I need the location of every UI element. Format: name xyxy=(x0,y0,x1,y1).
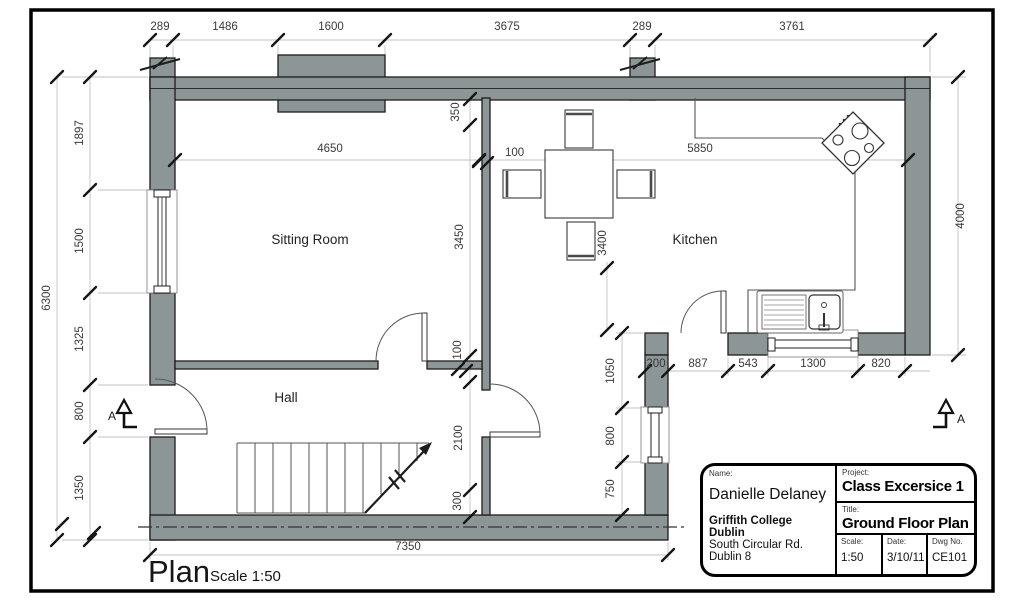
plan-caption: Plan xyxy=(148,554,211,589)
dim-left-3: 800 xyxy=(74,401,86,421)
date-cell xyxy=(883,535,928,574)
sink-icon xyxy=(757,291,843,333)
dim-kitchen-depth: 3400 xyxy=(597,230,609,256)
dim-left-2: 1325 xyxy=(74,326,86,352)
dim-left-0: 1897 xyxy=(74,120,86,146)
plan-caption-scale: Scale 1:50 xyxy=(210,568,281,585)
address-line-1: South Circular Rd. xyxy=(709,539,803,551)
dim-right-overall: 4000 xyxy=(955,203,967,229)
scale-label: Scale: xyxy=(841,537,864,546)
chair-right xyxy=(617,170,655,198)
dim-wall-offset: 350 xyxy=(450,102,462,122)
dim-left-4: 1350 xyxy=(74,475,86,501)
chair-top xyxy=(565,110,593,148)
dim-kbottom-3: 1300 xyxy=(800,358,826,370)
dwg-no-label: Dwg No. xyxy=(932,537,963,546)
title-label: Title: xyxy=(842,505,860,514)
wall-kitchen-west-2 xyxy=(645,462,668,515)
project-cell xyxy=(837,466,974,503)
dim-hall-depth: 2100 xyxy=(453,425,465,451)
dim-sitting-width: 4650 xyxy=(317,143,343,155)
author-name: Danielle Delaney xyxy=(709,486,827,503)
partition-vertical-2 xyxy=(482,437,490,515)
project-name: Class Excersice 1 xyxy=(842,478,964,495)
dim-left-overall: 6300 xyxy=(41,285,53,311)
wall-left-1 xyxy=(150,77,175,190)
date-value: 3/10/11 xyxy=(887,552,925,564)
dim-kitchen-width: 5850 xyxy=(687,143,713,155)
dim-kside-1: 800 xyxy=(605,426,617,446)
window-sitting-room xyxy=(147,190,177,293)
chair-left xyxy=(503,170,541,198)
dining-table xyxy=(545,150,613,218)
dim-wall-thickness-top: 100 xyxy=(505,147,525,159)
title-block-name-cell xyxy=(703,466,837,574)
title-cell xyxy=(837,503,974,535)
wall-kitchen-bottom-3 xyxy=(858,333,905,355)
wall-kitchen-bottom-1 xyxy=(645,333,668,355)
wall-kitchen-bottom-2 xyxy=(728,333,768,355)
name-label: Name: xyxy=(709,469,733,478)
dim-kbottom-4: 820 xyxy=(871,358,891,370)
dwg-no-cell xyxy=(928,535,974,574)
room-label-sitting: Sitting Room xyxy=(271,232,349,247)
title-block xyxy=(700,463,977,577)
room-label-hall: Hall xyxy=(274,390,298,405)
dim-wall-thickness-mid: 100 xyxy=(452,340,464,360)
dim-kside-2: 750 xyxy=(605,479,617,499)
section-marker-right-label: A xyxy=(956,412,966,426)
title-block-bottom-row xyxy=(837,535,974,574)
drawing-title: Ground Floor Plan xyxy=(842,515,969,532)
date-label: Date: xyxy=(887,537,907,546)
scale-value: 1:50 xyxy=(841,552,864,564)
dim-stair-offset: 300 xyxy=(452,491,464,511)
dim-kbottom-2: 543 xyxy=(738,358,758,370)
dim-kside-0: 1050 xyxy=(605,358,617,384)
dim-top-3: 3675 xyxy=(494,21,520,33)
partition-vertical-1 xyxy=(482,98,490,390)
dim-top-5: 3761 xyxy=(779,21,805,33)
window-kitchen-bottom xyxy=(768,330,858,357)
wall-left-2 xyxy=(150,293,175,385)
dim-top-2: 1600 xyxy=(318,21,344,33)
dim-bottom-overall: 7350 xyxy=(395,541,421,553)
wall-right xyxy=(905,77,930,355)
partition-horizontal-2 xyxy=(427,361,482,369)
title-block-right xyxy=(837,466,974,574)
section-marker-left-label: A xyxy=(107,409,117,423)
address-line-2: Dublin 8 xyxy=(709,551,752,563)
dim-top-4: 289 xyxy=(632,21,652,33)
dim-top-0: 289 xyxy=(150,21,170,33)
dwg-no-value: CE101 xyxy=(932,552,968,564)
partition-horizontal-1 xyxy=(175,361,378,369)
window-kitchen-west xyxy=(641,407,669,463)
chair-bottom xyxy=(567,222,595,260)
dim-kbottom-1: 887 xyxy=(688,358,708,370)
project-label: Project: xyxy=(842,468,870,477)
dim-left-1: 1500 xyxy=(74,228,86,254)
dim-top-1: 1486 xyxy=(212,21,238,33)
room-label-kitchen: Kitchen xyxy=(672,232,718,247)
scale-cell xyxy=(837,535,883,574)
dim-kbottom-0: 200 xyxy=(646,358,666,370)
dim-sitting-depth: 3450 xyxy=(454,224,466,250)
organization: Griffith College Dublin xyxy=(709,515,793,539)
